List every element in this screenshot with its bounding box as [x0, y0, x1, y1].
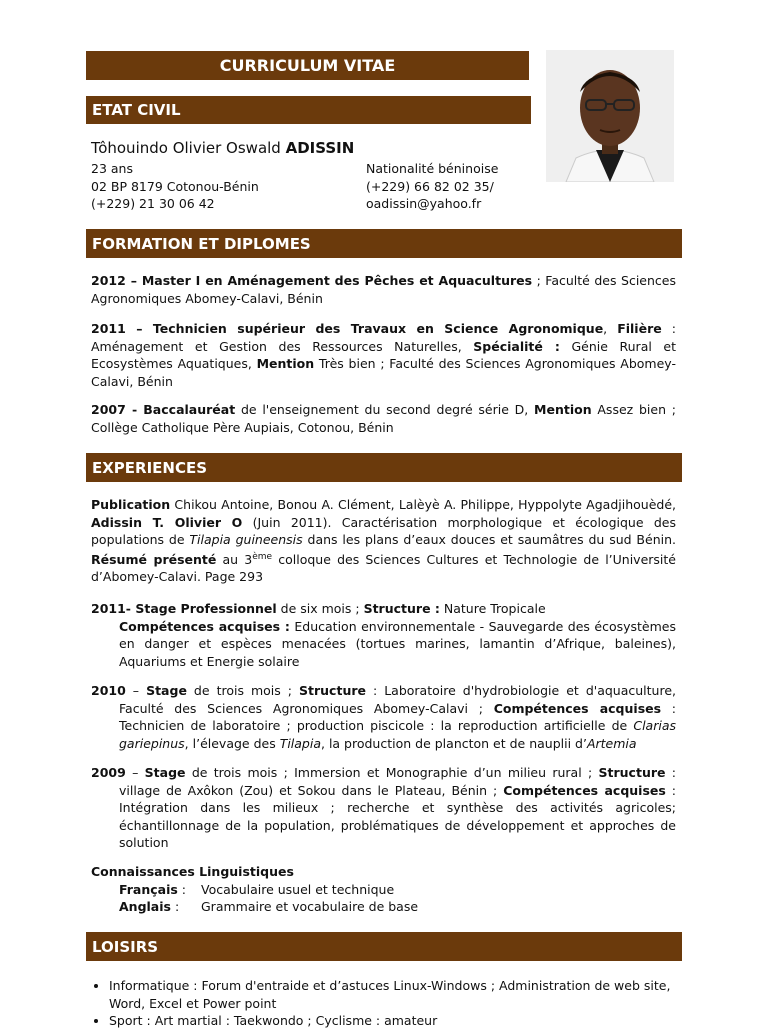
publication-authors: Chikou Antoine, Bonou A. Clément, Lalèyè A. Philippe, Hyppolyte Agadjihouèdé, [170, 497, 676, 512]
language-name: Anglais [119, 899, 171, 914]
stage-type: Stage Professionnel [130, 601, 277, 616]
language-level: Grammaire et vocabulaire de base [201, 899, 419, 914]
email: oadissin@yahoo.fr [366, 196, 482, 211]
stage-type: Stage [146, 683, 187, 698]
stage-year: 2010 [91, 683, 126, 698]
formation-title: Technicien supérieur des Travaux en Science Agronomique [152, 321, 604, 336]
section-experiences-title: EXPERIENCES [92, 458, 208, 477]
formation-item: 2012 – Master I en Aménagement des Pêches et Aquacultures ; Faculté des Sciences Agronomiques Abomey-Calavi, Bénin [91, 273, 676, 306]
publication-title-part: dans les plans d’eaux douces et saumâtres du sud Bénin. [302, 532, 676, 547]
mention-label: Mention [256, 356, 315, 371]
stage-item: 2010 – Stage de trois mois ; Structure : Laboratoire d'hydrobiologie et d'aquaculture, Faculté des Sciences Agronomiques Abomey-Calavi ; Compétences acquises : Technicien de laboratoire ; production piscicole : la reproduction artificielle de Clarias gariepinus, l’élevage des Tilapia, la production de plancton et de nauplii d’Artemia [91, 683, 677, 751]
stage-year: 2009 [91, 765, 126, 780]
language-row: Anglais : Grammaire et vocabulaire de base [119, 899, 419, 914]
mention-value: Assez bien ; Collège Catholique Père Aupiais, Cotonou, Bénin [91, 402, 676, 435]
formation-year: 2012 [91, 273, 126, 288]
stage-year: 2011- [91, 601, 131, 616]
competences-label: Compétences acquises [493, 700, 662, 716]
formation-details: ; Faculté des Sciences Agronomiques Abomey-Calavi, Bénin [91, 273, 676, 306]
structure-value: : village de Axôkon (Zou) et Sokou dans le Plateau, Bénin ; [119, 765, 677, 798]
structure-value: : Laboratoire d'hydrobiologie et d'aquaculture, Faculté des Sciences Agronomiques Abomey-Calavi ; [119, 683, 676, 716]
formation-year: 2007 [91, 402, 126, 417]
formation-item: 2011 – Technicien supérieur des Travaux en Science Agronomique, Filière : Aménagement et Gestion des Ressources Naturelles, Spécialité : Génie Rural et Ecosystèmes Aquatiques, Mention Très bien ; Faculté des Sciences Agronomiques Abomey-Calavi, Bénin [91, 321, 677, 389]
publication: Publication Chikou Antoine, Bonou A. Clément, Lalèyè A. Philippe, Hyppolyte Agadjihouèdé, Adissin T. Olivier O (Juin 2011). Caractérisation morphologique et écologique des populations de Tilapia guineensis dans les plans d’eaux douces et saumâtres du sud Bénin. Résumé présenté au 3ème colloque des Sciences Cultures et Technologie de l’Université d’Abomey-Calavi. Page 293 [91, 497, 676, 585]
structure-label: Structure [598, 765, 666, 780]
section-loisirs-title: LOISIRS [92, 937, 159, 956]
publication-label: Publication [91, 497, 171, 512]
identity-right-column [366, 160, 498, 213]
age: 23 ans [91, 161, 133, 176]
section-etat-civil-title: ETAT CIVIL [92, 101, 181, 119]
filiere-value: : Aménagement et Gestion des Ressources Naturelles, [91, 321, 676, 354]
stage-item: 2009 – Stage de trois mois ; Immersion et Monographie d’un milieu rural ; Structure : village de Axôkon (Zou) et Sokou dans le Plateau, Bénin ; Compétences acquises : Intégration dans les milieux ; recherche et synthèse des activités agricoles; échantillonnage de la population, problématiques de développement et approches de solution [91, 765, 677, 850]
competences-label: Compétences acquises [503, 782, 666, 798]
structure-value: Nature Tropicale [439, 601, 546, 616]
phone: (+229) 21 30 06 42 [91, 196, 215, 211]
specialite-value: Génie Rural et Ecosystèmes Aquatiques, [91, 338, 677, 371]
first-names: Tôhouindo Olivier Oswald [91, 139, 286, 157]
section-formation-title: FORMATION ET DIPLOMES [92, 234, 311, 253]
identity-left-column [91, 160, 259, 213]
language-row: Français : Vocabulaire usuel et technique [119, 881, 395, 897]
structure-label: Structure [299, 683, 366, 698]
mobile: (+229) 66 82 02 35/ [366, 178, 494, 194]
specialite-label: Spécialité : [473, 338, 560, 354]
structure-label: Structure : [363, 601, 440, 616]
last-name: ADISSIN [285, 139, 355, 157]
list-item: • Sport : Art martial : Taekwondo ; Cyclisme : amateur [109, 1012, 689, 1030]
mention-label: Mention [534, 402, 592, 417]
formation-details: de l'enseignement du second degré série D, [235, 402, 535, 417]
cv-title-text: CURRICULUM VITAE [219, 56, 396, 75]
formation-item: 2007 - Baccalauréat de l'enseignement du second degré série D, Mention Assez bien ; Collège Catholique Père Aupiais, Cotonou, Bénin [91, 402, 676, 435]
profile-photo [546, 50, 674, 182]
cv-title [86, 51, 529, 80]
languages [91, 863, 676, 916]
full-name [91, 140, 354, 158]
language-level: Vocabulaire usuel et technique [201, 881, 395, 897]
stage-type: Stage [144, 765, 186, 780]
formation-title: Baccalauréat [143, 402, 236, 417]
publication-species: Tilapia guineensis [189, 532, 303, 547]
competences-value: Education environnementale - Sauvegarde des écosystèmes en danger et espèces menacées (tortues marines, lamantin d’Afrique, baleines), Aquariums et Energie solaire [119, 618, 676, 669]
section-loisirs [86, 932, 682, 961]
competences-label: Compétences acquises : [119, 618, 290, 634]
competences-value: : Intégration dans les milieux ; recherche et synthèse des activités agricoles; échantillonnage de la population, problématiques de développement et approches de solution [119, 782, 676, 850]
section-etat-civil [86, 96, 531, 124]
loisirs-list [88, 977, 689, 1030]
publication-title-part: Caractérisation morphologique et écologique des populations de [91, 514, 676, 547]
formation-year: 2011 [91, 321, 126, 336]
resume-label: Résumé présenté [91, 551, 217, 567]
section-experiences [86, 453, 682, 482]
publication-author-self: Adissin T. Olivier O [91, 514, 243, 530]
formation-title: Master I en Aménagement des Pêches et Aquacultures [141, 273, 533, 288]
filiere-label: Filière [617, 321, 662, 336]
list-item: • Informatique : Forum d'entraide et d’astuces Linux-Windows ; Administration de web site, Word, Excel et Power point [109, 977, 689, 1012]
language-name: Français [119, 881, 178, 897]
languages-title: Connaissances Linguistiques [91, 864, 294, 879]
resume-details: colloque des Sciences Cultures et Technologie de l’Université d’Abomey-Calavi. Page 293 [91, 551, 676, 585]
mention-value: Très bien ; Faculté des Sciences Agronomiques Abomey-Calavi, Bénin [91, 356, 676, 389]
section-formation [86, 229, 682, 258]
publication-date: (Juin 2011). [242, 514, 342, 530]
stage-item: 2011- Stage Professionnel de six mois ; Structure : Nature Tropicale Compétences acquises : Education environnementale - Sauvegarde des écosystèmes en danger et espèces menacées (tortues marines, lamantin d’Afrique, baleines), Aquariums et Energie solaire [91, 601, 676, 669]
nationality: Nationalité béninoise [366, 161, 499, 176]
address: 02 BP 8179 Cotonou-Bénin [91, 178, 259, 194]
